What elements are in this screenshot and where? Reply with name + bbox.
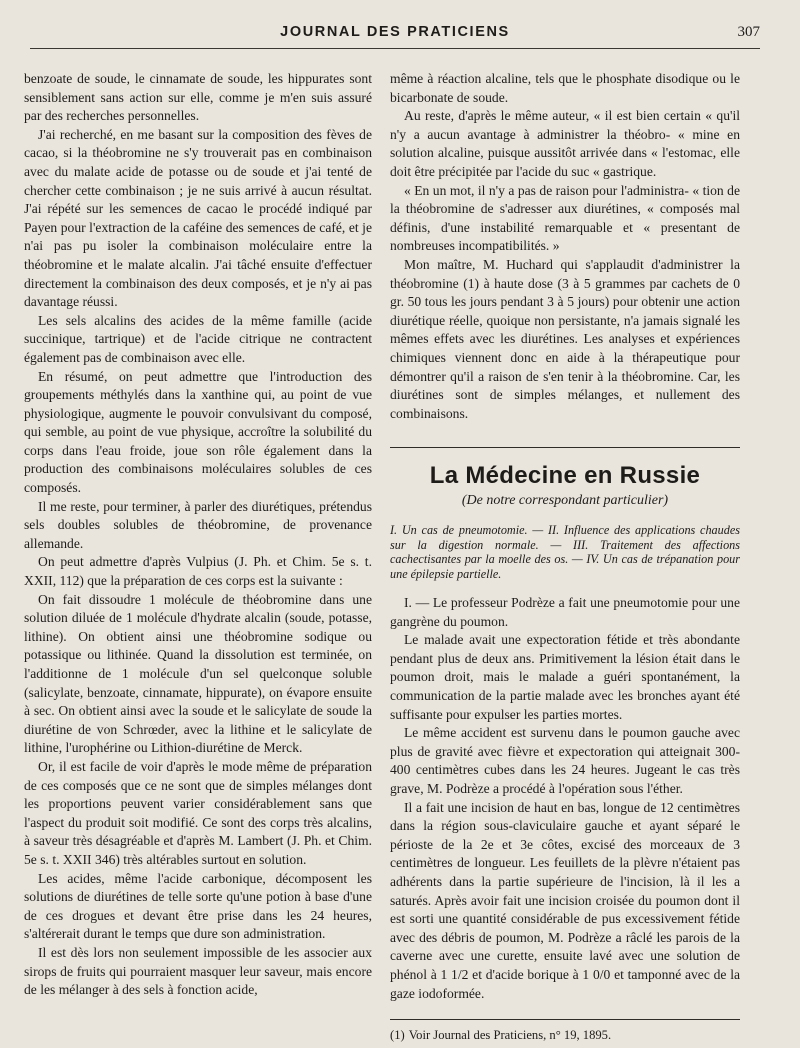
paragraph: Il est dès lors non seulement impossible de les associer aux sirops de fruits qui pourraient masquer leur saveur, mais encore de les mélanger à des sels à fonction acide, [24, 944, 372, 998]
footnote-divider [390, 1019, 740, 1020]
paragraph: Le même accident est survenu dans le poumon gauche avec plus de gravité avec fièvre et expectoration qui atteignait 300-400 centimètres cubes dans les 24 heures. Jugeant le cas très grave, M. Podrèze a procédé à l'opération sous l'éther. [390, 725, 740, 796]
paragraph: Or, il est facile de voir d'après le mode même de préparation de ces composés que ce ne sont que de simples mélanges dont les proportions peuvent varier considérablement sans que l'aspect du produit soit modifié. Ce sont des corps très alcalins, à saveur très désagréable et d'après M. Lambert (J. Ph. et Chim. 5e s. t. XXII 346) très altérables surtout en solution. [24, 758, 372, 867]
right-column [390, 70, 740, 1043]
paragraph: J'ai recherché, en me basant sur la composition des fèves de cacao, si la théobromine ne s'y trouverait pas en combinaison avec du malate acide de potasse ou de soude et j'ai tenté de chercher cette combinaison ; je ne suis arrivé à aucun résultat. J'ai répété sur les semences de cacao le procédé indiqué par Payen pour l'extraction de la caféine des semences de café, et je n'ai pas pu isoler la combinaison moléculaire entre la théobromine et le malate alcalin. J'ai tâché ensuite d'effectuer directement la combinaison des deux composés, et je n'y ai pas davantage réussi. [24, 126, 372, 310]
left-column [24, 70, 372, 1000]
paragraph: Le malade avait une expectoration fétide et très abondante pendant plus de deux ans. Primitivement la lésion était dans le poumon droit, mais le malade a guéri spontanément, la communication de la partie malade avec les bronches ayant été suffisante pour expulser les parties mortes. [390, 632, 740, 722]
footnote-ref: (1) [390, 1028, 405, 1043]
paragraph: Il me reste, pour terminer, à parler des diurétiques, prétendus sels doubles solubles de théobromine, de provenance allemande. [24, 498, 372, 551]
page-number: 307 [737, 24, 760, 40]
paragraph: En résumé, on peut admettre que l'introduction des groupements méthylés dans la xanthine qui, au point de vue physiologique, augmente le pouvoir convulsivant du composé, qui semble, au point de vue physique, accroître la solubilité du corps dans l'eau froide, joue son rôle également dans la production des combinaisons moléculaires solubles de ces composés. [24, 368, 372, 496]
paragraph: « En un mot, il n'y a pas de raison pour l'administra- « tion de la théobromine de s'adresser aux diurétines, « composés mal définis, d'une instabilité remarquable et « presentant de nombreuses incompatibilités. » [390, 182, 740, 254]
paragraph: Au reste, d'après le même auteur, « il est bien certain « qu'il n'y a aucun avantage à administrer la théobro- « mine en solution alcaline, puisque aussitôt arrivée dans « l'estomac, elle doit être précipitée par l'acide du suc « gastrique. [390, 108, 740, 179]
paragraph: Les sels alcalins des acides de la même famille (acide succinique, tartrique) et de l'acide citrique ne contractent également pas de combinaison avec elle. [24, 312, 372, 365]
section-title: La Médecine en Russie [429, 462, 701, 490]
paragraph: On fait dissoudre 1 molécule de théobromine dans une solution diluée de 1 molécule d'hydrate alcalin (soude, potasse, lithine). On obtient ainsi une théobromine sodique ou potassique ou lithinée. Quand la dissolution est terminée, on l'additionne de 1 molécule d'un sel quelconque soluble (salicylate, benzoate, cinnamate, hippurate), on évapore ensuite à sec. On obtient ainsi avec la soude et le salicylate de soude la diurétine de von Schrœder, avec la lithine et le salicylate de lithine, l'urophérine ou Lithion-diurétine de Merck. [24, 591, 372, 756]
paragraph: Les acides, même l'acide carbonique, décomposent les solutions de diurétines de telle sorte qu'une potion à base d'une de ces drogues et devant être prise dans les 24 heures, s'altérerait durant le temps que dure son administration. [24, 870, 372, 942]
running-header [30, 18, 760, 49]
paragraph: même à réaction alcaline, tels que le phosphate disodique ou le bicarbonate de soude. [390, 71, 740, 105]
section-summary: I. Un cas de pneumotomie. — II. Influence des applications chaudes sur la digestion normale. — III. Traitement des affections cachectisantes par la moelle des os. — IV. Un cas de trépanation pour une épilepsie partielle. [390, 522, 740, 582]
paragraph: On peut admettre d'après Vulpius (J. Ph. et Chim. 5e s. t. XXII, 112) que la préparation de ces corps est la suivante : [24, 554, 372, 589]
journal-title: JOURNAL DES PRATICIENS [280, 24, 510, 40]
section-subtitle: (De notre correspondant particulier) [461, 493, 669, 509]
paragraph: Mon maître, M. Huchard qui s'applaudit d'administrer la théobromine (1) à haute dose (3 à 5 grammes par cachets de 0 gr. 50 tous les jours pendant 3 à 5 jours) pour obtenir une action diurétique réelle, quoique non persistante, n'a jamais signalé les mêmes effets avec les diurétines. Les analyses et expériences chimiques viennent donc en aide à la thérapeutique pour démontrer qu'il a raison de s'en tenir à la théobromine. Car, les diurétines sont de simples mélanges, et nullement des combinaisons. [390, 256, 740, 421]
footnote-text: Voir Journal des Praticiens, n° 19, 1895. [408, 1028, 612, 1043]
paragraph: Il a fait une incision de haut en bas, longue de 12 centimètres dans la région sous-claviculaire gauche et ayant séparé le périoste de la 2e et 3e côtes, excisé des morceaux de 3 centimètres de longueur. Les feuillets de la plèvre n'étaient pas adhérents dans la partie supérieure de l'incision, là il les a saturés. Après avoir fait une incision croisée du poumon dont il est sorti une quantité considérable de pus excessivement fétide avec des débris de poumon, M. Podrèze a râclé les parois de la caverne avec une curette, ensuite lavé avec une solution de phénol à 1 1/2 et d'acide borique à 1 0/0 et tamponné avec de la gaze iodoformée. [390, 799, 740, 1001]
paragraph: I. — Le professeur Podrèze a fait une pneumotomie pour une gangrène du poumon. [390, 595, 740, 629]
footnote [390, 1028, 740, 1043]
paragraph: benzoate de soude, le cinnamate de soude, les hippurates sont sensiblement sans action sur elle, comme je m'en suis assuré par des recherches personnelles. [24, 71, 372, 124]
section-divider [390, 447, 740, 448]
